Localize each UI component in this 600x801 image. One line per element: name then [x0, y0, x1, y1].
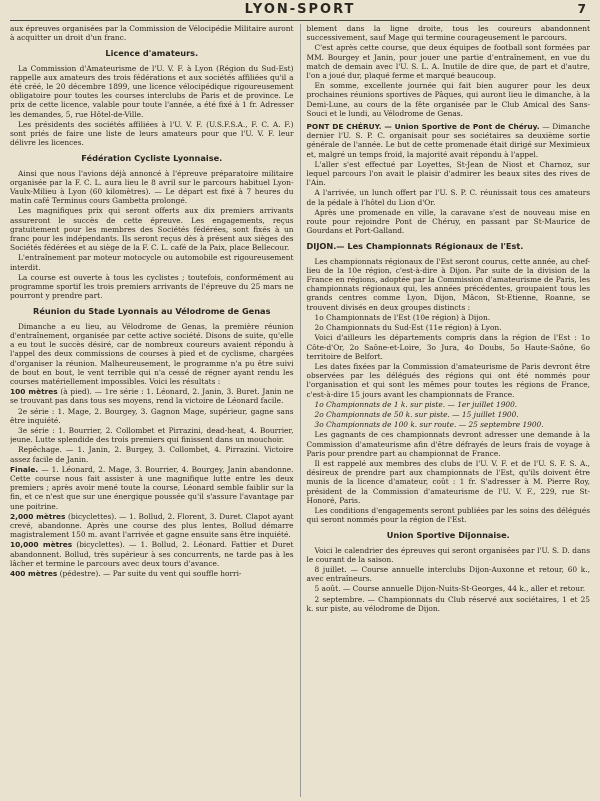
masthead [0, 0, 600, 22]
section-heading: Fédération Cycliste Lyonnaise. [81, 153, 223, 164]
schedule-item: 2 septembre. — Championnats du Club réservé aux sociétaires, 1 et 25 k. sur piste, au vélodrome de Dijon. [306, 594, 590, 613]
paragraph: Ainsi que nous l'avions déjà annoncé à l'épreuve préparatoire militaire organisée par la F. C. L. aura lieu le 8 avril sur le parcours habituel Lyon-Vaulx-Milieu à Lyon (60 kilomètres). — Le départ est fixé à 7 heures du matin café Terminus cours Gambetta prolongé. [10, 168, 294, 206]
club-paragraph [307, 122, 591, 159]
result-text: (bicyclettes). — 1. Bollud, 2. Florent, 3. Duret. Clapot ayant crevé, abandonne. Après une course des plus lentes, Bollud démarre magistralement 150 m. avant l'arrivée et gagne ensuite sans être inquiété. [10, 511, 294, 540]
article-columns [10, 24, 590, 797]
section-heading: Réunion du Stade Lyonnais au Vélodrome de Genas [33, 306, 271, 317]
paragraph: 1o Championnats de l'Est (10e région) à Dijon. [314, 312, 491, 322]
paragraph: Repêchage. — 1. Janin, 2. Burgey, 3. Collombet, 4. Pirrazini. Victoire assez facile de Janin. [10, 445, 294, 464]
paragraph: Il est rappelé aux membres des clubs de l'U. V. F. et de l'U. S. F. S. A., désireux de prendre part aux championnats de l'Est, qu'ils doivent être munis de la licence d'amateur, coût : 1 fr. S'adresser à M. Pierre Roy, président de la Commission d'amateurisme de l'U. V. F., 229, rue St-Honoré, Paris. [306, 458, 590, 505]
right-column [300, 24, 591, 797]
result-paragraph [10, 387, 294, 405]
schedule-item: 3o Championnats de 100 k. sur route. — 25 septembre 1900. [314, 420, 544, 430]
section-heading: DIJON.— Les Championnats Régionaux de l'Est. [306, 241, 524, 252]
newspaper-title: LYON-SPORT [244, 2, 356, 17]
paragraph: 2e série : 1. Mage, 2. Bourgey, 3. Gagnon Mage, supérieur, gagne sans être inquiété. [10, 406, 294, 425]
paragraph: Les magnifiques prix qui seront offerts aux dix premiers arrivants assureront le succès de cette épreuve. Les engagements, reçus gratuitement pour les membres des Sociétés fédérées, sont fixés à un franc pour les indépendants. Ils seront reçus dès à présent aux sièges des Sociétés fédérées et au siège de la F. C. L. café de la Paix, place Bellecour. [10, 206, 294, 253]
result-lead: 100 mètres [10, 387, 58, 397]
schedule-item: 5 août. — Course annuelle Dijon-Nuits-St-Georges, 44 k., aller et retour. [314, 584, 586, 594]
result-paragraph [10, 512, 294, 540]
result-paragraph [10, 465, 294, 511]
paragraph: L'aller s'est effectué par Loyettes, St-Jean de Niost et Charnoz, sur lequel parcours l'on avait le plaisir d'admirer les beaux sites des rives de l'Ain. [306, 159, 590, 188]
paragraph: blement dans la ligne droite, tous les coureurs abandonnent successivement, sauf Mage qui termine courageusement le parcours. [306, 24, 590, 43]
result-text: (à pied). — 1re série : 1. Léonard, 2. Janin, 3. Buret. Janin ne se trouvant pas dans tous ses moyens, rend la victoire de Léonard facile. [10, 387, 294, 406]
result-lead: 10,000 mètres [10, 540, 73, 550]
paragraph: Voici le calendrier des épreuves qui seront organisées par l'U. S. D. dans le courant de la saison. [306, 545, 590, 564]
paragraph: Les gagnants de ces championnats devront adresser une demande à la Commission d'amateurisme afin d'être défrayés de leurs frais de voyage à Paris pour prendre part au championnat de France. [306, 430, 590, 458]
paragraph: Les présidents des sociétés affiliées à l'U. V. F. (U.S.F.S.A., F. C. A. F.) sont priés de faire une liste de leurs amateurs pour que l'U. V. F. leur délivre les licences. [10, 119, 294, 148]
result-lead: 2,000 mètres [10, 511, 66, 521]
paragraph: 2o Championnats du Sud-Est (11e région) à Lyon. [314, 323, 502, 333]
paragraph: A l'arrivée, un lunch offert par l'U. S. P. C. réunissait tous ces amateurs de la pédale à l'hôtel du Lion d'Or. [306, 188, 590, 207]
result-paragraph [10, 540, 294, 568]
paragraph: C'est après cette course, que deux équipes de football sont formées par MM. Bourgey et Janin, pour jouer une partie d'entraînement, en vue du match de demain avec l'U. S. L. A. Inutile de dire que, de part et d'autre, l'on a joué dur, plaqué ferme et marqué beaucoup. [306, 43, 590, 81]
paragraph: La Commission d'Amateurisme de l'U. V. F. à Lyon (Région du Sud-Est) rappelle aux amateurs des trois fédérations et aux sociétés affiliées qu'il a été créé, le 20 décembre 1899, une licence vélocipédique rigoureusement obligatoire pour toutes les courses interclubs de Paris et de province. Le prix de cette licence, valable pour toute l'année, a été fixé à 1 fr. Adresser les demandes, 5, rue Hôtel-de-Ville. [10, 63, 294, 119]
club-text: — Dimanche dernier l'U. S. P. C. organisait pour ses sociétaires sa deuxième sortie générale de l'année. Le but de cette promenade était dirigé sur Meximieux et, malgré un temps froid, la majorité avait répondu à l'appel. [306, 122, 590, 159]
result-lead: Finale. [10, 464, 39, 474]
paragraph: Les dates fixées par la Commission d'amateurisme de Paris devront être observées par les délégués des régions qui ont été nommés pour l'organisation et qui sont les mêmes pour toutes les régions de France, c'est-à-dire 15 jours avant les championnats de France. [306, 361, 590, 399]
schedule-item: 1o Championnats de 1 k. sur piste. — 1er juillet 1900. [314, 399, 518, 409]
section-heading: Union Sportive Dijonnaise. [386, 530, 510, 541]
paragraph: Les championnats régionaux de l'Est seront courus, cette année, au chef-lieu de la 10e région, c'est-à-dire à Dijon. Par suite de la division de la France en régions, adoptée par la Commission d'amateurisme de Paris, les championnats régionaux qui, les années précédentes, groupaient tous les grands centres comme Lyon, Dijon, Mâcon, St-Etienne, Roanne, se trouvent divisés en deux groupes distincts : [306, 256, 590, 312]
result-text: (pédestre). — Par suite du vent qui souffle horri- [57, 568, 242, 578]
schedule-item: 2o Championnats de 50 k. sur piste. — 15 juillet 1900. [314, 409, 519, 419]
paragraph: 3e série : 1. Bourrier, 2. Collombet et Pirrazini, dead-heat, 4. Bourrier, jeune. Lutte splendide des trois premiers qui finissent dans un mouchoir. [10, 425, 294, 445]
paragraph: En somme, excellente journée qui fait bien augurer pour les deux prochaines réunions sportives de Pâques, qui auront lieu le dimanche, à la Demi-Lune, au cours de la fête organisée par le Club Amical des Sans-Souci et le lundi, au Vélodrome de Genas. [306, 81, 590, 118]
paragraph: La course est ouverte à tous les cyclistes ; toutefois, conformément au programme sportif les trois premiers arrivants de l'épreuve du 25 mars ne pourront y prendre part. [10, 272, 294, 301]
club-lead: PONT DE CHÉRUY. — Union Sportive de Pont de Chéruy. [306, 122, 540, 132]
paragraph: Les conditions d'engagements seront publiées par les soins des délégués qui seront nommés pour la région de l'Est. [306, 505, 590, 525]
paragraph: Dimanche a eu lieu, au Vélodrome de Genas, la première réunion d'entraînement, organisée par cette active société. Disons de suite, qu'elle a eu tout le succès désiré, car de nombreux coureurs avaient répondu à l'appel des deux commissions de courses à pied et de cyclisme, chargées d'organiser la réunion. Malheureusement, le programme n'a pu être suivi de bout en bout, le vent terrible qui n'a cessé de régner ayant rendu les courses matériellement impossibles. Voici les résultats : [10, 321, 294, 386]
result-text: (bicyclettes). — 1. Bollud, 2. Léonard. Fattier et Duret abandonnent. Bollud, très supérieur à ses concurrents, ne tarde pas à les lâcher et termine le parcours avec deux tours d'avance. [10, 540, 294, 568]
paragraph: aux épreuves organisées par la Commission de Vélocipédie Militaire auront à acquitter un droit d'un franc. [10, 24, 294, 43]
paragraph: Après une promenade en ville, la caravane s'est de nouveau mise en route pour rejoindre Pont de Chéruy, en passant par St-Maurice de Gourdans et Port-Galland. [306, 207, 590, 236]
result-paragraph [10, 569, 294, 578]
header-rule [10, 20, 590, 21]
schedule-item: 8 juillet. — Course annuelle interclubs Dijon-Auxonne et retour, 60 k., avec entraîneurs. [306, 564, 590, 584]
paragraph: L'entraînement par moteur motocycle ou automobile est rigoureusement interdit. [10, 253, 294, 272]
result-text: — 1. Léonard, 2. Mage, 3. Bourrier, 4. Bourgey, Janin abandonne. Cette course nous fait assister à une magnifique lutte entre les deux premiers ; après avoir mené toute la course, Léonard semble faiblir sur la fin, et ce n'est que sur une énergique poussée qu'il s'assure l'avantage par une poitrine. [10, 464, 294, 511]
paragraph: Voici d'ailleurs les départements compris dans la région de l'Est : 1o Côte-d'Or, 2o Saône-et-Loire, 3o Jura, 4o Doubs, 5o Haute-Saône, 6o territoire de Belfort. [306, 333, 590, 361]
page-number: 7 [577, 2, 586, 16]
result-lead: 400 mètres [10, 568, 58, 578]
section-heading: Licence d'amateurs. [105, 48, 199, 59]
left-column [10, 24, 294, 797]
